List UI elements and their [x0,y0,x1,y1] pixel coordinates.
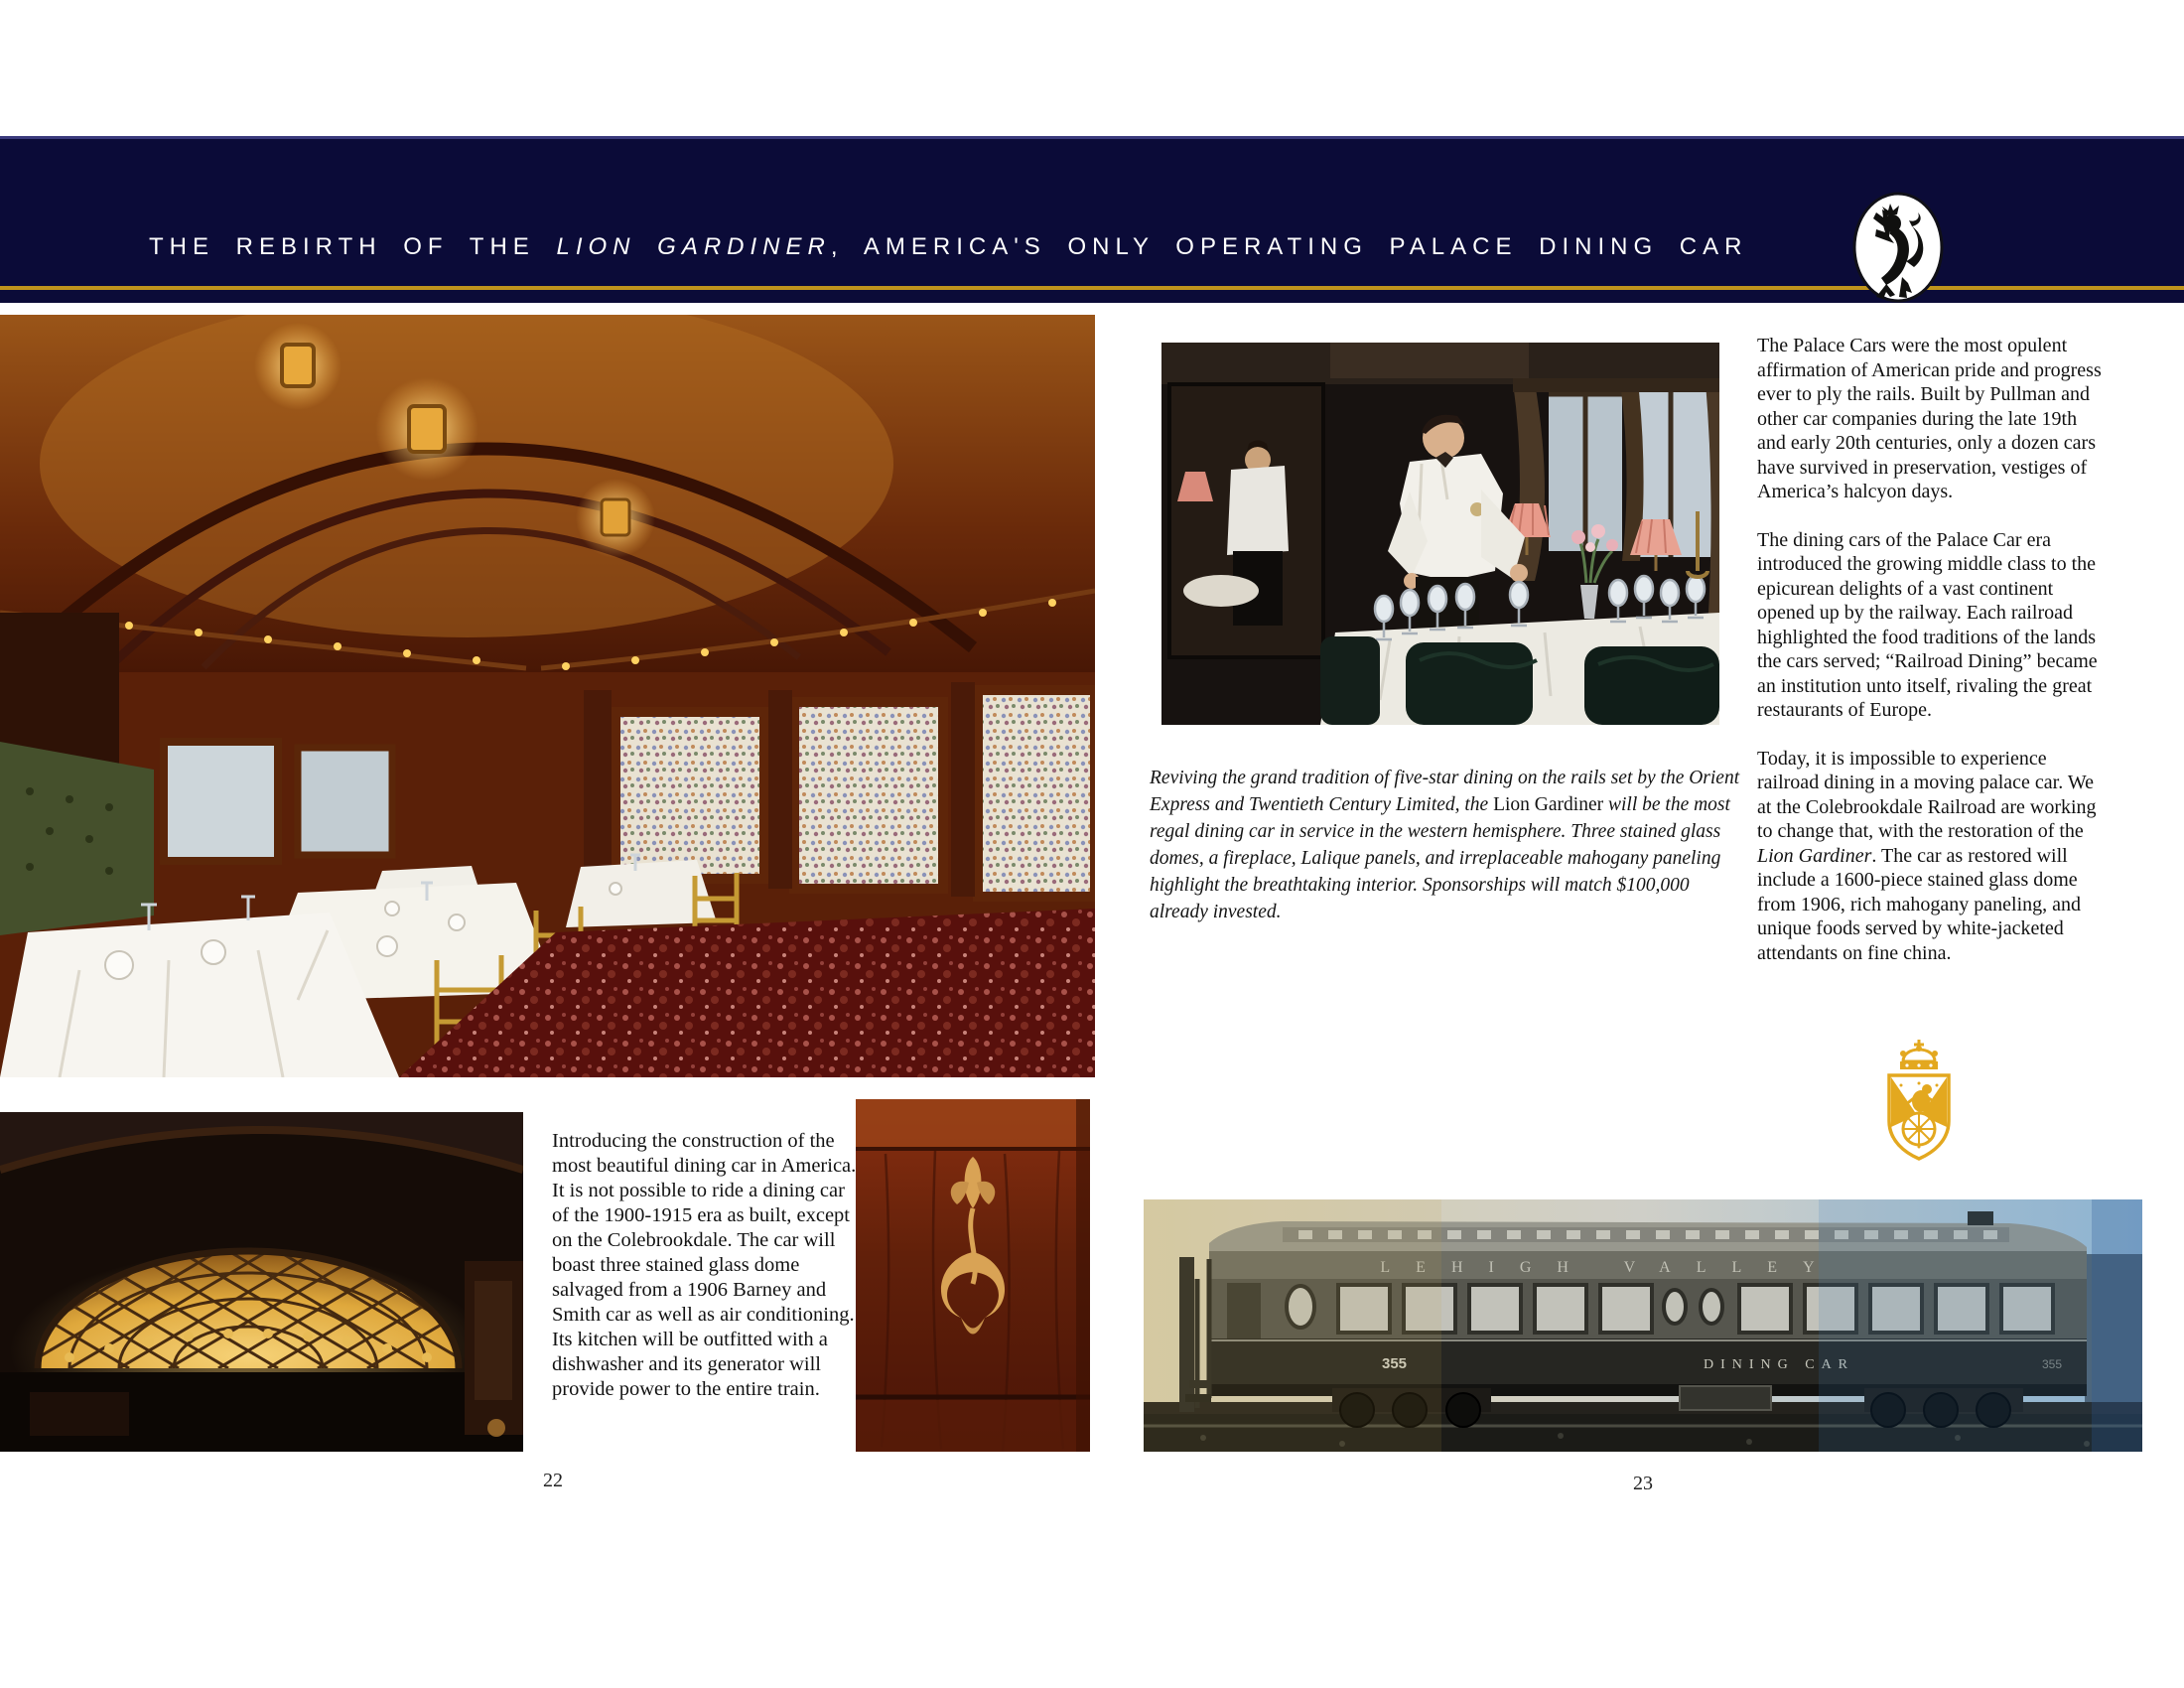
intro-text-block: Introducing the construction of the most beautiful dining car in America. It is not possible to ride a dining car of the 1900-1915 era as built, except on the Colebrookdale. The car will boast three stained glass dome salvaged from a 1906 Barney and Smith car as well as air conditioning. Its kitchen will be outfitted with a dishwasher and its generator will provide power to the entire train. [552,1129,857,1400]
car-number-left: 355 [1382,1355,1408,1372]
page-title [149,233,1747,261]
title-pre: THE REBIRTH OF THE [149,233,557,260]
car-number-right: 355 [2042,1357,2063,1371]
lion-rampant-logo-icon [1852,192,1944,303]
para3-pre: Today, it is impossible to experience railroad dining in a moving palace car. We at the Colebrookdale Railroad are working to change that, with the restoration of the [1757,747,2097,842]
page-number-right: 23 [1633,1473,1653,1494]
waiter-photo [1161,343,1719,725]
interior-illustration [0,315,1095,1077]
caption-car-name: Lion Gardiner [1493,793,1604,815]
photo-caption [1150,765,1745,925]
title-post: , AMERICA'S ONLY OPERATING PALACE DINING CAR [830,233,1748,260]
mahogany-inlay-photo [856,1099,1090,1452]
page-number-left: 22 [543,1470,563,1491]
vintage-dining-car-photo [1144,1199,2142,1452]
paragraph-palace-cars: The Palace Cars were the most opulent affirmation of American pride and progress ever to ply the rails. Built by Pullman and other car companies during the late 19th and early 20th centuries, only a dozen cars have survived in preservation, vestiges of America’s halcyon days. [1757,335,2102,502]
crest-svg [1877,1036,1961,1163]
caption-italic-pre: Reviving the grand tradition of five-star dining on the rails set by the Orient Express and Twentieth Century Limited, the [1150,767,1740,815]
para3-post: . The car as restored will include a 1600-piece stained glass dome from 1906, rich mahogany paneling, and unique foods served by white-jacketed attendants on fine china. [1757,844,2082,964]
dining-car-label: DINING CAR [1703,1357,1855,1372]
waiter-illustration [1161,343,1719,725]
letterboard-text: LEHIGH VALLEY [1380,1259,1841,1276]
vintage-illustration [1144,1199,2142,1452]
dome-illustration [0,1112,523,1452]
paragraph-today [1757,747,2107,966]
title-car-name: LION GARDINER [556,233,831,260]
inlay-illustration [856,1099,1090,1452]
paragraph-dining-cars: The dining cars of the Palace Car era introduced the growing middle class to the epicurean delights of a vast continent opened up by the railway. Each railroad highlighted the food traditions of the lands the cars served; “Railroad Dining” became an institution unto itself, rivaling the great restaurants of Europe. [1757,528,2098,721]
lion-rampant-svg [1852,192,1944,303]
right-text-column [1757,334,2107,989]
colebrookdale-crest-icon [1877,1036,1961,1163]
caption-italic-post: will be the most regal dining car in service in the western hemisphere. Three stained glass domes, a fireplace, Lalique panels, and irreplaceable mahogany paneling highlight the breathtaking interior. Sponsorships will match $100,000 already invested. [1150,793,1730,922]
stained-glass-dome-photo [0,1112,523,1452]
para3-car-name: Lion Gardiner [1757,844,1872,867]
interior-photo [0,315,1095,1077]
